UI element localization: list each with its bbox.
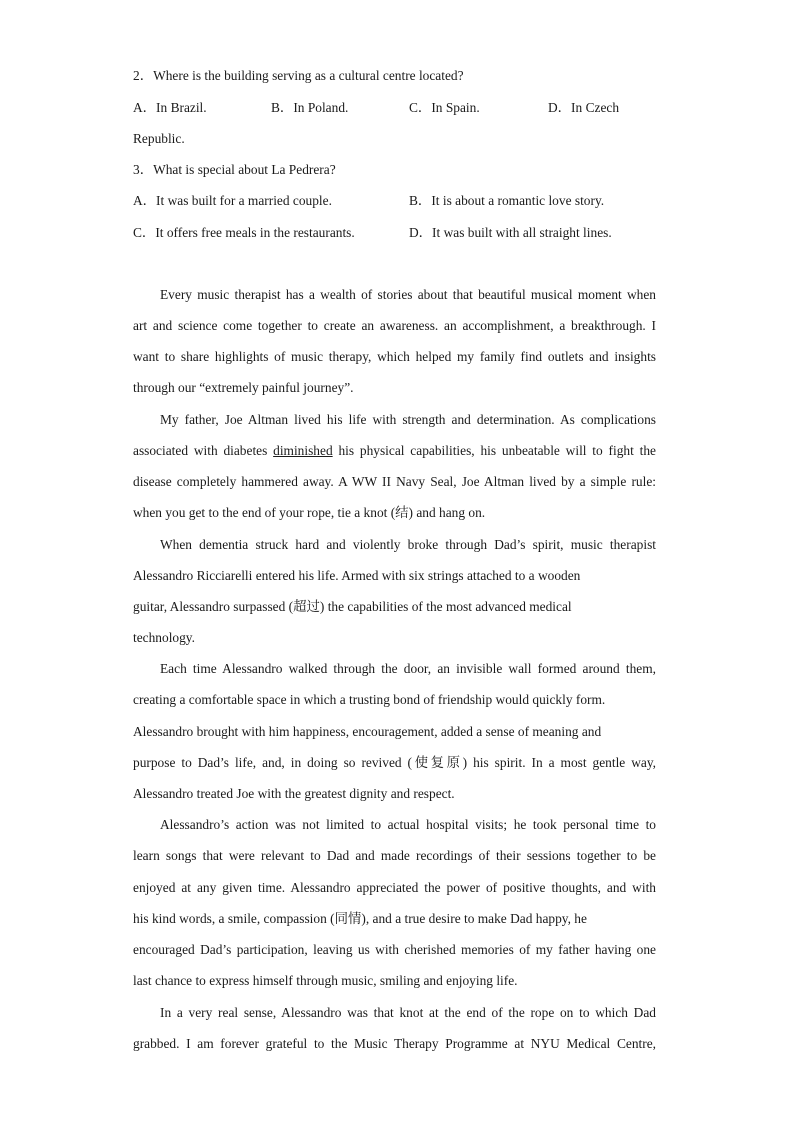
underlined-word-diminished: diminished <box>273 443 333 458</box>
question-3-option-c: C．It offers free meals in the restaurants. <box>133 225 355 240</box>
paragraph-5-line-6: last chance to express himself through music, smiling and enjoying life. <box>133 973 518 988</box>
question-2-option-a: A．In Brazil. <box>133 100 207 115</box>
paragraph-4-line-1: Each time Alessandro walked through the door, an invisible wall formed around them, <box>160 661 656 676</box>
paragraph-4-line-2: creating a comfortable space in which a trusting bond of friendship would quickly form. <box>133 692 606 707</box>
paragraph-2-line-2-end: his physical capabilities, his unbeatable will to fight the <box>332 443 656 458</box>
paragraph-3-line-4: technology. <box>133 630 195 645</box>
paragraph-2-line-2-start: associated with diabetes <box>133 443 274 458</box>
question-2-option-d-wrap: Republic. <box>133 131 185 146</box>
paragraph-3-line-2: Alessandro Ricciarelli entered his life. Armed with six strings attached to a wooden <box>133 568 581 583</box>
question-3-option-a: A．It was built for a married couple. <box>133 193 332 208</box>
question-2-option-b: B．In Poland. <box>271 100 349 115</box>
paragraph-1-line-4: through our “extremely painful journey”. <box>133 380 354 395</box>
question-3-option-b: B．It is about a romantic love story. <box>409 193 605 208</box>
paragraph-2-line-3: disease completely hammered away. A WW II Navy Seal, Joe Altman lived by a simple rule: <box>133 474 656 489</box>
paragraph-5-line-4: his kind words, a smile, compassion (同情), and a true desire to make Dad happy, he <box>133 911 587 926</box>
paragraph-1-line-1: Every music therapist has a wealth of stories about that beautiful musical moment when <box>160 287 656 302</box>
paragraph-5-line-3: enjoyed at any given time. Alessandro appreciated the power of positive thoughts, and with <box>133 880 656 895</box>
paragraph-4-line-4: purpose to Dad’s life, and, in doing so revived (使复原) his spirit. In a most gentle way, <box>133 755 656 770</box>
question-3-option-d: D．It was built with all straight lines. <box>409 225 612 240</box>
paragraph-2-line-2 <box>133 443 656 459</box>
paragraph-3-line-3: guitar, Alessandro surpassed (超过) the capabilities of the most advanced medical <box>133 599 572 614</box>
paragraph-5-line-5: encouraged Dad’s participation, leaving us with cherished memories of my father having one <box>133 942 656 957</box>
paragraph-5-line-2: learn songs that were relevant to Dad and made recordings of their sessions together to be <box>133 848 656 863</box>
paragraph-5-line-1: Alessandro’s action was not limited to actual hospital visits; he took personal time to <box>160 817 656 832</box>
paragraph-3-line-1: When dementia struck hard and violently broke through Dad’s spirit, music therapist <box>160 537 656 552</box>
paragraph-1-line-3: want to share highlights of music therapy, which helped my family find outlets and insights <box>133 349 656 364</box>
question-2-stem: 2．Where is the building serving as a cultural centre located? <box>133 68 464 83</box>
paragraph-1-line-2: art and science come together to create an awareness. an accomplishment, a breakthrough. I <box>133 318 656 333</box>
paragraph-4-line-3: Alessandro brought with him happiness, encouragement, added a sense of meaning and <box>133 724 602 739</box>
question-3-stem: 3．What is special about La Pedrera? <box>133 162 336 177</box>
paragraph-2-line-4: when you get to the end of your rope, tie a knot (结) and hang on. <box>133 505 486 520</box>
question-2-option-d: D．In Czech <box>548 100 620 115</box>
paragraph-6-line-2: grabbed. I am forever grateful to the Music Therapy Programme at NYU Medical Centre, <box>133 1036 656 1051</box>
paragraph-2-line-1: My father, Joe Altman lived his life with strength and determination. As complications <box>160 412 656 427</box>
paragraph-4-line-5: Alessandro treated Joe with the greatest dignity and respect. <box>133 786 455 801</box>
paragraph-6-line-1: In a very real sense, Alessandro was that knot at the end of the rope on to which Dad <box>160 1005 656 1020</box>
question-2-option-c: C．In Spain. <box>409 100 480 115</box>
